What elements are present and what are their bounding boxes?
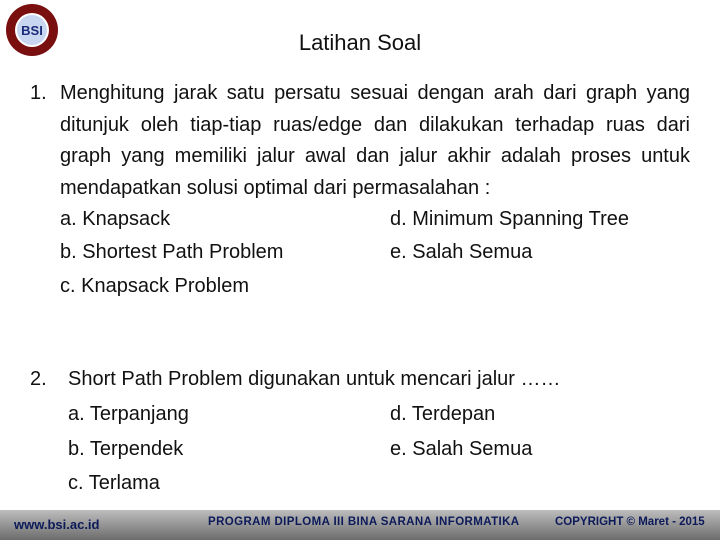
question-number: 2.: [30, 368, 47, 390]
footer-copyright: COPYRIGHT © Maret - 2015: [555, 516, 705, 528]
option-b: b. Shortest Path Problem: [60, 241, 284, 263]
option-b: b. Terpendek: [68, 437, 184, 460]
answer-options: [30, 204, 690, 300]
option-e: e. Salah Semua: [390, 437, 533, 460]
option-d: d. Terdepan: [390, 402, 496, 425]
footer-program: PROGRAM DIPLOMA III BINA SARANA INFORMATIKA: [208, 516, 520, 528]
question-text: Short Path Problem digunakan untuk mencari jalur ……: [68, 368, 561, 390]
question-1: [30, 78, 690, 300]
option-a: a. Terpanjang: [68, 402, 189, 425]
option-c: c. Knapsack Problem: [60, 275, 249, 297]
footer-bar: [0, 510, 720, 540]
answer-options: [30, 396, 690, 492]
svg-text:BSI: BSI: [21, 23, 43, 38]
question-number: 1.: [30, 82, 47, 104]
footer-url: www.bsi.ac.id: [14, 517, 100, 532]
page-title: Latihan Soal: [298, 30, 422, 55]
option-a: a. Knapsack: [60, 208, 171, 230]
question-text: Menghitung jarak satu persatu sesuai dengan arah dari graph yang ditunjuk oleh tiap-tiap ruas/edge dan dilakukan terhadap ruas dari graph yang memiliki jalur awal dan jalur akhir adalah proses untuk mendapatkan solusi optimal dari permasalahan :: [60, 82, 690, 199]
question-2: [30, 364, 690, 492]
option-e: e. Salah Semua: [390, 241, 533, 263]
option-c: c. Terlama: [68, 471, 160, 494]
option-d: d. Minimum Spanning Tree: [390, 208, 630, 230]
